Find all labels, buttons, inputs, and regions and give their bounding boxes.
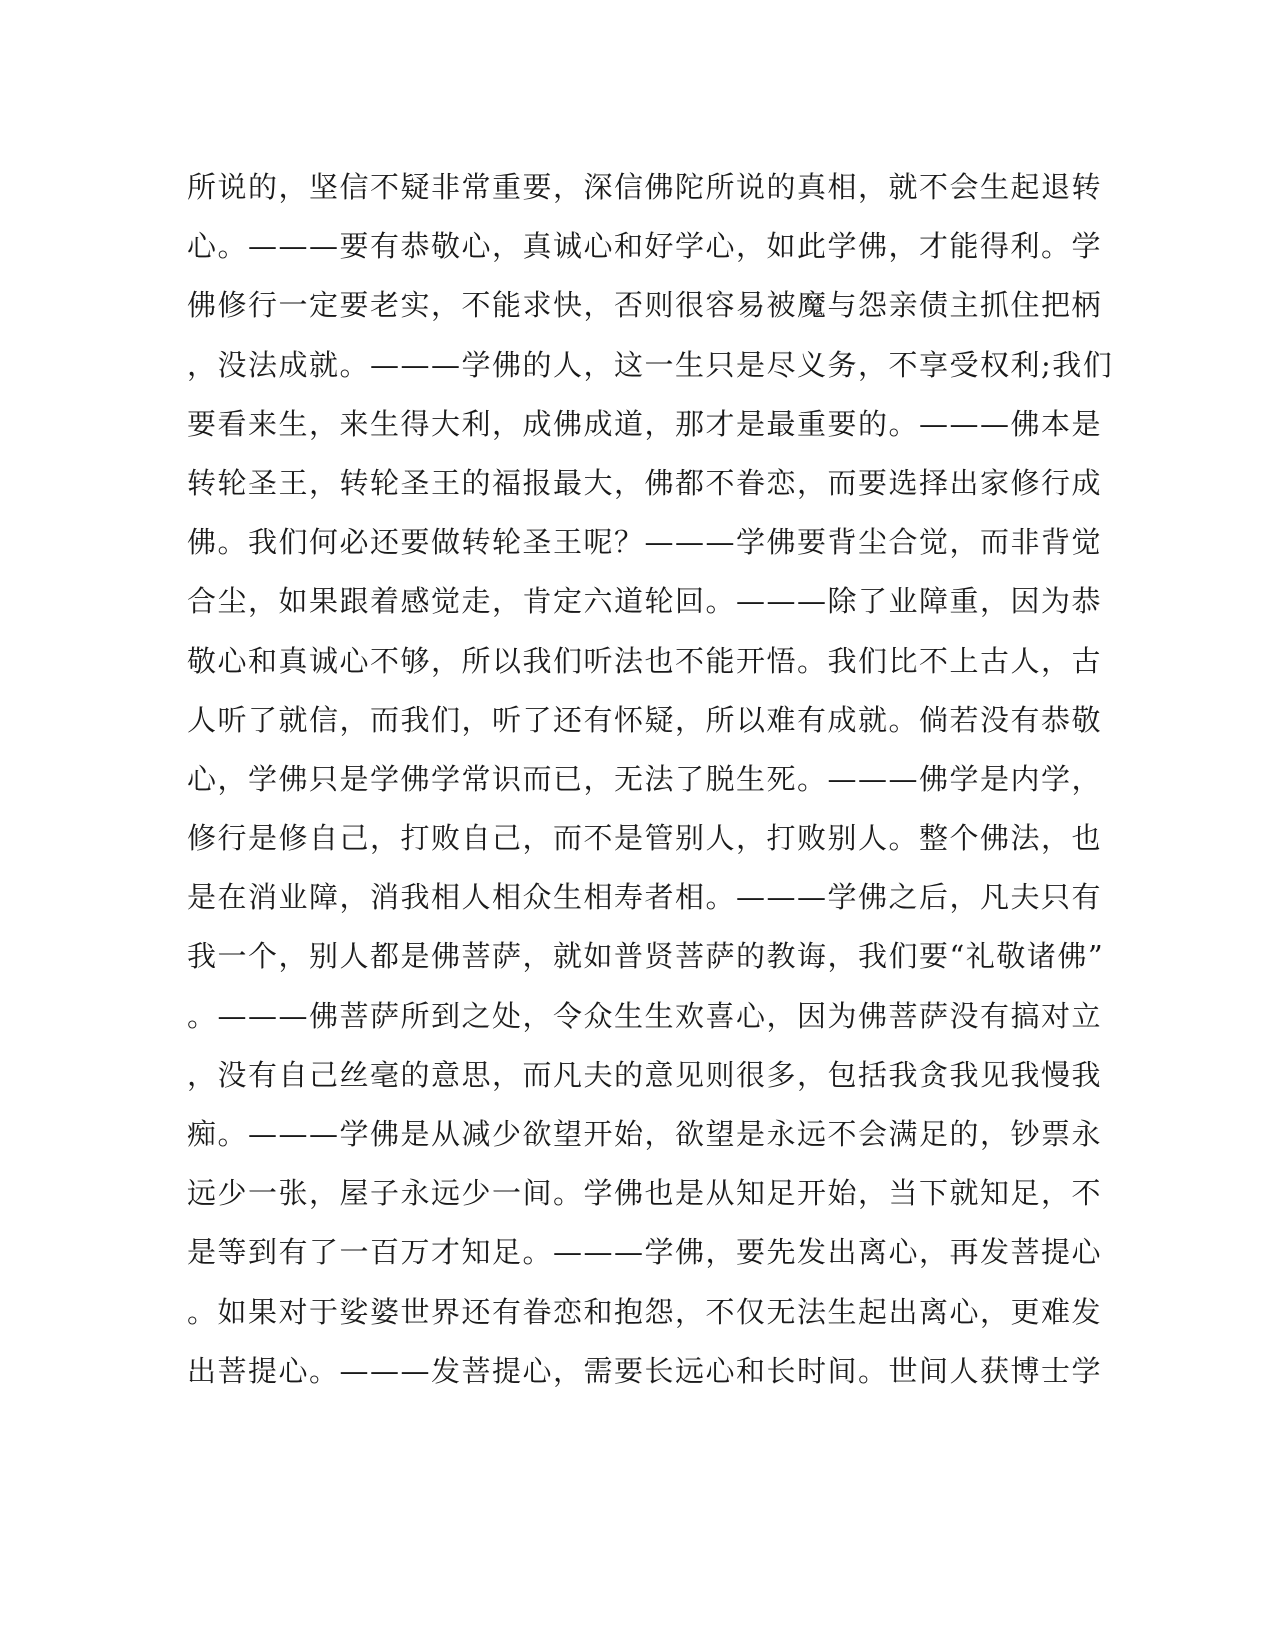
text-line: 是等到有了一百万才知足。———学佛，要先发出离心，再发菩提心: [187, 1235, 1103, 1270]
body-text: [187, 158, 1114, 1401]
text-line: 佛。我们何必还要做转轮圣王呢？———学佛要背尘合觉，而非背觉: [187, 525, 1103, 560]
text-line: 心。———要有恭敬心，真诚心和好学心，如此学佛，才能得利。学: [187, 229, 1103, 264]
text-line: 。———佛菩萨所到之处，令众生生欢喜心，因为佛菩萨没有搞对立: [187, 998, 1103, 1033]
text-line: 佛修行一定要老实，不能求快，否则很容易被魔与怨亲债主抓住把柄: [187, 288, 1103, 323]
text-line: 心，学佛只是学佛学常识而已，无法了脱生死。———佛学是内学，: [187, 761, 1103, 796]
text-line: 所说的，坚信不疑非常重要，深信佛陀所说的真相，就不会生起退转: [187, 170, 1103, 204]
text-line: 转轮圣王，转轮圣王的福报最大，佛都不眷恋，而要选择出家修行成: [187, 465, 1103, 500]
text-line: 要看来生，来生得大利，成佛成道，那才是最重要的。———佛本是: [187, 406, 1103, 441]
text-line: 合尘，如果跟着感觉走，肯定六道轮回。———除了业障重，因为恭: [187, 584, 1103, 619]
text-line: 敬心和真诚心不够，所以我们听法也不能开悟。我们比不上古人，古: [187, 643, 1103, 678]
text-line: 。如果对于娑婆世界还有眷恋和抱怨，不仅无法生起出离心，更难发: [187, 1294, 1103, 1329]
text-line: ，没有自己丝毫的意思，而凡夫的意见则很多，包括我贪我见我慢我: [187, 1057, 1103, 1092]
text-line: ，没法成就。———学佛的人，这一生只是尽义务，不享受权利;我们: [187, 347, 1114, 382]
text-line: 我一个，别人都是佛菩萨，就如普贤菩萨的教诲，我们要“礼敬诸佛”: [187, 939, 1105, 974]
text-line: 修行是修自己，打败自己，而不是管别人，打败别人。整个佛法，也: [187, 821, 1103, 856]
text-line: 出菩提心。———发菩提心，需要长远心和长时间。世间人获博士学: [187, 1353, 1103, 1388]
text-line: 人听了就信，而我们，听了还有怀疑，所以难有成就。倘若没有恭敬: [187, 702, 1103, 737]
text-line: 远少一张，屋子永远少一间。学佛也是从知足开始，当下就知足，不: [187, 1176, 1103, 1211]
text-line: 是在消业障，消我相人相众生相寿者相。———学佛之后，凡夫只有: [187, 880, 1103, 915]
text-line: 痴。———学佛是从减少欲望开始，欲望是永远不会满足的，钞票永: [187, 1117, 1103, 1151]
